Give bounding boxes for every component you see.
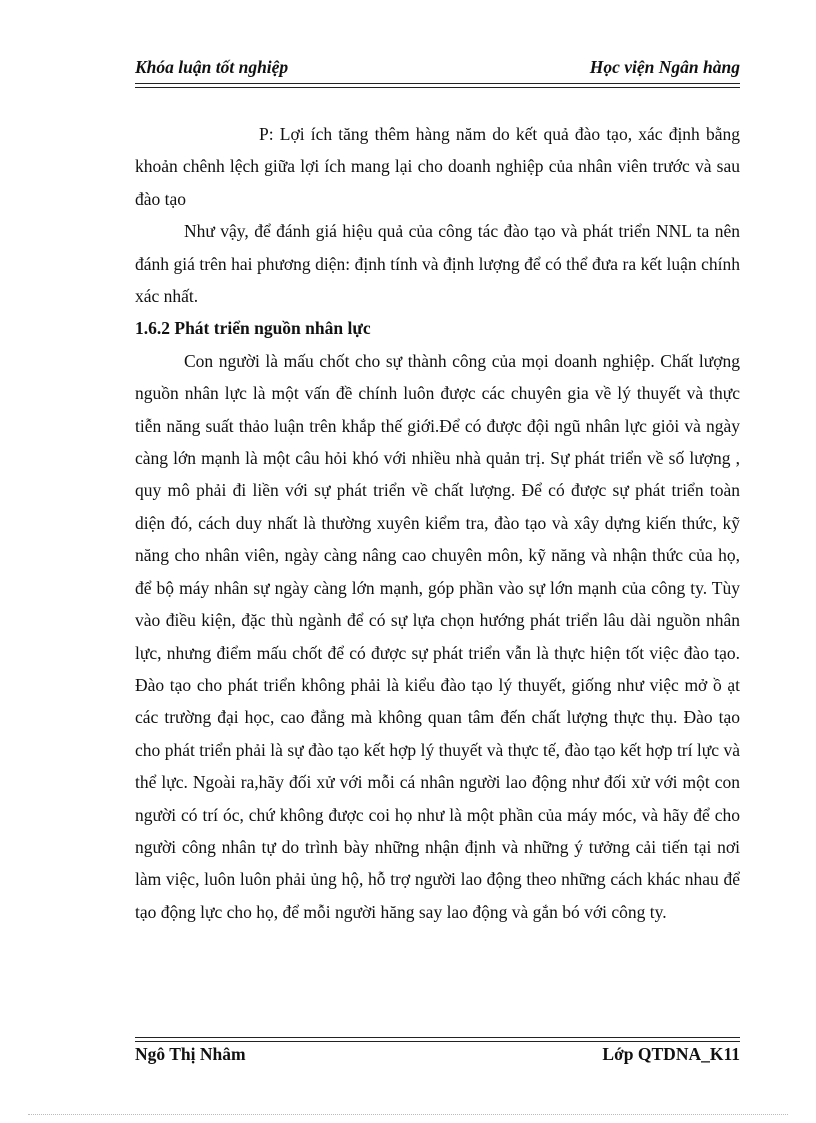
header-institution: Học viện Ngân hàng (589, 57, 740, 77)
footer-divider (135, 1037, 740, 1042)
paragraph-p-definition: P: Lợi ích tăng thêm hàng năm do kết quả đào tạo, xác định bằng khoản chênh lệch giữa lợi ích mang lại cho doanh nghiệp của nhân viên trước và sau đào tạo (135, 124, 740, 209)
paragraph-conclusion: Như vậy, để đánh giá hiệu quả của công tác đào tạo và phát triển NNL ta nên đánh giá trên hai phương diện: định tính và định lượng để có thể đưa ra kết luận chính xác nhất. (135, 221, 740, 307)
paragraph-main: Con người là mấu chốt cho sự thành công của mọi doanh nghiệp. Chất lượng nguồn nhân lực là một vấn đề chính luôn được các chuyên gia về lý thuyết và thực tiễn năng suất thảo luận trên khắp thế giới.Để có được đội ngũ nhân lực giỏi và ngày càng lớn mạnh là một câu hỏi khó với nhiều nhà quản trị. Sự phát triển về số lượng , quy mô phải đi liền với sự phát triển về chất lượng. Để có được sự phát triển toàn diện đó, cách duy nhất là thường xuyên kiểm tra, đào tạo và xây dựng kiến thức, kỹ năng cho nhân viên, ngày càng nâng cao chuyên môn, kỹ năng và nhận thức của họ, để bộ máy nhân sự ngày càng lớn mạnh, góp phần vào sự lớn mạnh của công ty. Tùy vào điều kiện, đặc thù ngành để có sự lựa chọn hướng phát triển lâu dài nguồn nhân lực, nhưng điểm mấu chốt để có được sự phát triển vẫn là thực hiện tốt việc đào tạo. Đào tạo cho phát triển không phải là kiểu đào tạo lý thuyết, giống như việc mở ồ ạt các trường đại học, cao đẳng mà không quan tâm đến chất lượng thực thụ. Đào tạo cho phát triển phải là sự đào tạo kết hợp lý thuyết và thực tế, đào tạo kết hợp trí lực và thể lực. Ngoài ra,hãy đối xử với mỗi cá nhân người lao động như đối xử với một con người có trí óc, chứ không được coi họ như là một phần của máy móc, và hãy để cho người công nhân tự do trình bày những nhận định và những ý tưởng cải tiến tại nơi làm việc, luôn luôn phải ủng hộ, hỗ trợ người lao động theo những cách khác nhau để tạo động lực cho họ, để mỗi người hăng say lao động và gắn bó với công ty. (135, 350, 740, 922)
header-divider (135, 83, 740, 88)
header-thesis-label: Khóa luận tốt nghiệp (135, 57, 289, 77)
footer-author: Ngô Thị Nhâm (135, 1044, 246, 1064)
page-edge-line (28, 1114, 788, 1115)
page-header (135, 57, 740, 81)
section-heading: 1.6.2 Phát triển nguồn nhân lực (135, 318, 371, 339)
page-body (135, 118, 740, 928)
page-footer (135, 1044, 740, 1068)
footer-class: Lớp QTDNA_K11 (602, 1044, 740, 1064)
